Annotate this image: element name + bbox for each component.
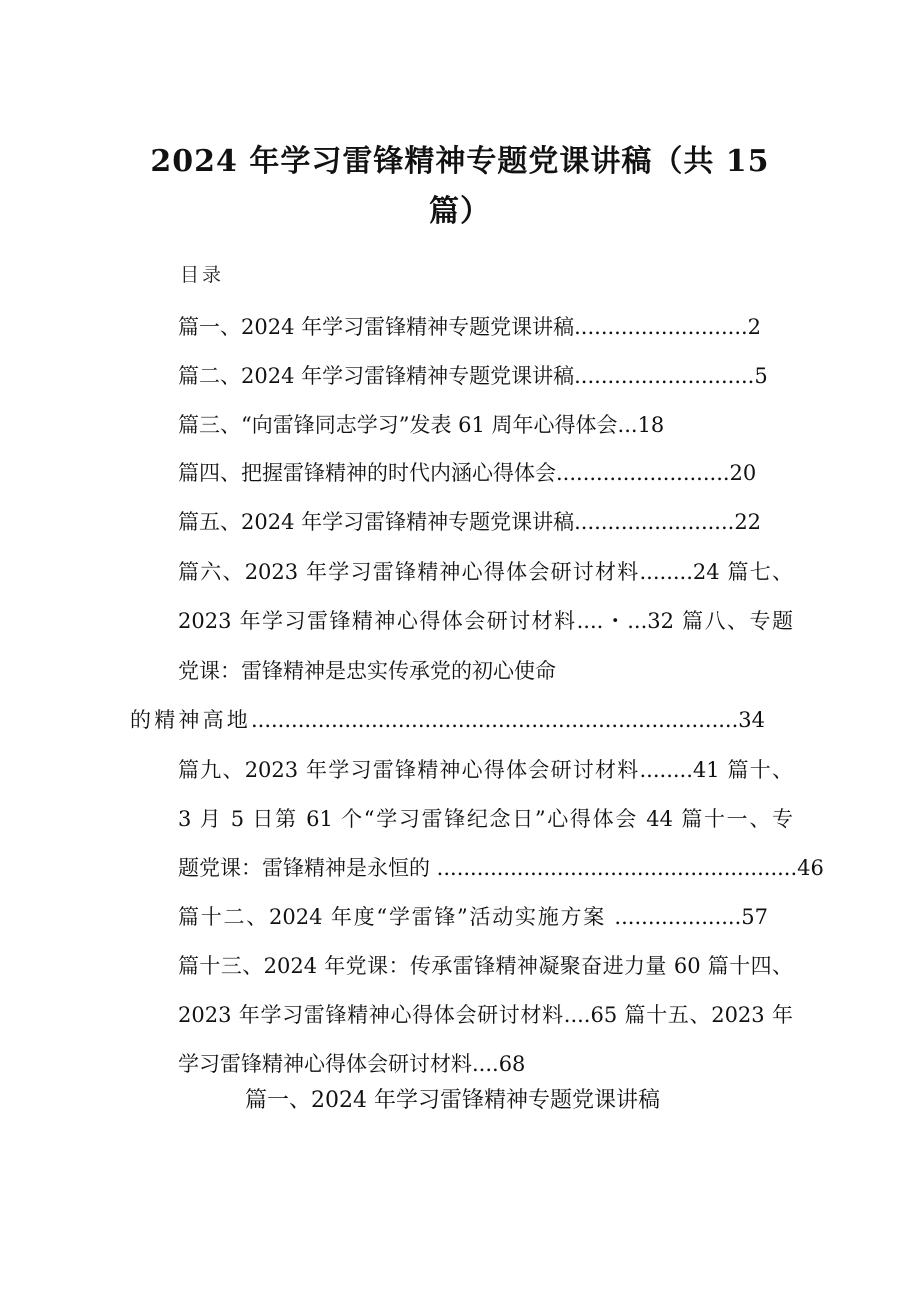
toc-line: 篇九、2023 年学习雷锋精神心得体会研讨材料........41 篇十、	[178, 758, 793, 782]
toc-line: 学习雷锋精神心得体会研讨材料....68	[178, 1052, 526, 1076]
toc-line: 题党课：雷锋精神是永恒的 ......................................................46	[178, 856, 824, 880]
toc-line: 3 月 5 日第 61 个“学习雷锋纪念日”心得体会 44 篇十一、专	[178, 807, 793, 831]
toc-line: 篇六、2023 年学习雷锋精神心得体会研讨材料........24 篇七、	[178, 560, 793, 584]
toc-line: 篇二、2024 年学习雷锋精神专题党课讲稿...........................5	[178, 364, 768, 388]
toc-line: 党课：雷锋精神是忠实传承党的初心使命	[178, 659, 556, 683]
toc-line: 篇一、2024 年学习雷锋精神专题党课讲稿..........................2	[178, 315, 762, 339]
toc-line: 2023 年学习雷锋精神心得体会研讨材料....・...32 篇八、专题	[178, 609, 793, 633]
toc-line: 2023 年学习雷锋精神心得体会研讨材料....65 篇十五、2023 年	[178, 1003, 793, 1027]
document-title-line-1: 2024 年学习雷锋精神专题党课讲稿（共 15	[150, 144, 770, 179]
toc-line: 的精神高地.........................................................................34	[130, 708, 765, 732]
toc-line: 篇三、“向雷锋同志学习”发表 61 周年心得体会...18	[178, 413, 665, 437]
toc-line: 篇十三、2024 年党课：传承雷锋精神凝聚奋进力量 60 篇十四、	[178, 954, 793, 978]
toc-line: 篇十二、2024 年度“学雷锋”活动实施方案 ...................57	[178, 905, 768, 929]
section-heading: 篇一、2024 年学习雷锋精神专题党课讲稿	[245, 1088, 660, 1113]
toc-label: 目录	[180, 264, 225, 286]
toc-line: 篇四、把握雷锋精神的时代内涵心得体会..........................20	[178, 461, 757, 485]
toc-line: 篇五、2024 年学习雷锋精神专题党课讲稿........................22	[178, 510, 762, 534]
document-title-line-2: 篇）	[429, 194, 491, 229]
